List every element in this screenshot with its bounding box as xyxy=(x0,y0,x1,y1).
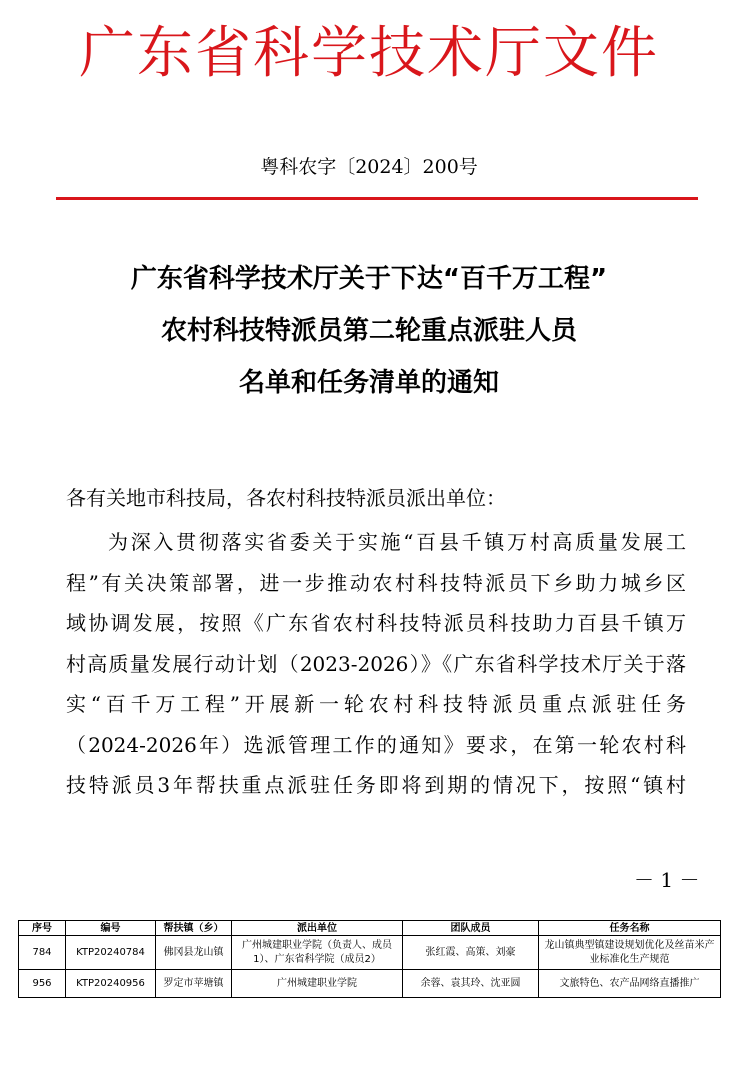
header-code: 编号 xyxy=(66,921,156,936)
notice-title-line: 农村科技特派员第二轮重点派驻人员 xyxy=(160,316,577,346)
header-seq: 序号 xyxy=(19,921,66,936)
body-line: 程”有关决策部署，进一步推动农村科技特派员下乡助力城乡区 xyxy=(66,570,686,595)
body-line: 域协调发展，按照《广东省农村科技特派员科技助力百县千镇万 xyxy=(66,611,686,635)
addressee-line: 各有关地市科技局，各农村科技特派员派出单位： xyxy=(66,486,506,510)
body-line: 为深入贯彻落实省委关于实施“百县千镇万村高质量发展工 xyxy=(108,530,686,554)
body-line: 实“百千万工程”开展新一轮农村科技特派员重点派驻任务 xyxy=(66,692,686,716)
cell-unit: 广州城建职业学院 xyxy=(232,970,403,998)
page-number: － 1 － xyxy=(634,868,700,892)
cell-members: 余蓉、袁其玲、沈亚圆 xyxy=(403,970,539,998)
notice-title xyxy=(0,253,738,409)
header-unit: 派出单位 xyxy=(232,921,403,936)
table-header-row xyxy=(19,921,721,936)
body-line: 技特派员3年帮扶重点派驻任务即将到期的情况下，按照“镇村 xyxy=(66,773,686,797)
cell-code: KTP20240784 xyxy=(66,936,156,970)
body-paragraph xyxy=(66,522,686,806)
cell-code: KTP20240956 xyxy=(66,970,156,998)
cell-members: 张红霞、高策、刘豪 xyxy=(403,936,539,970)
body-line: 村高质量发展行动计划（2023-2026）》《广东省科学技术厅关于落 xyxy=(66,651,686,676)
cell-town: 佛冈县龙山镇 xyxy=(156,936,232,970)
notice-title-line: 广东省科学技术厅关于下达“百千万工程” xyxy=(130,264,608,294)
cell-task: 文旅特色、农产品网络直播推广 xyxy=(539,970,721,998)
red-divider-line xyxy=(56,197,698,200)
cell-town: 罗定市苹塘镇 xyxy=(156,970,232,998)
table-row xyxy=(19,936,721,970)
header-members: 团队成员 xyxy=(403,921,539,936)
cell-seq: 956 xyxy=(19,970,66,998)
body-line: （2024-2026年）选派管理工作的通知》要求，在第一轮农村科 xyxy=(66,732,686,757)
cell-seq: 784 xyxy=(19,936,66,970)
header-task: 任务名称 xyxy=(539,921,721,936)
table-row xyxy=(19,970,721,998)
notice-title-line: 名单和任务清单的通知 xyxy=(238,368,499,398)
assignment-table xyxy=(18,920,721,998)
document-header-title: 广东省科学技术厅文件 xyxy=(79,21,659,86)
cell-unit: 广州城建职业学院（负责人、成员1）、广东省科学院（成员2） xyxy=(232,936,403,970)
document-number: 粤科农字〔2024〕200号 xyxy=(260,156,478,178)
header-town: 帮扶镇（乡） xyxy=(156,921,232,936)
cell-task: 龙山镇典型镇建设规划优化及丝苗米产业标准化生产规范 xyxy=(539,936,721,970)
